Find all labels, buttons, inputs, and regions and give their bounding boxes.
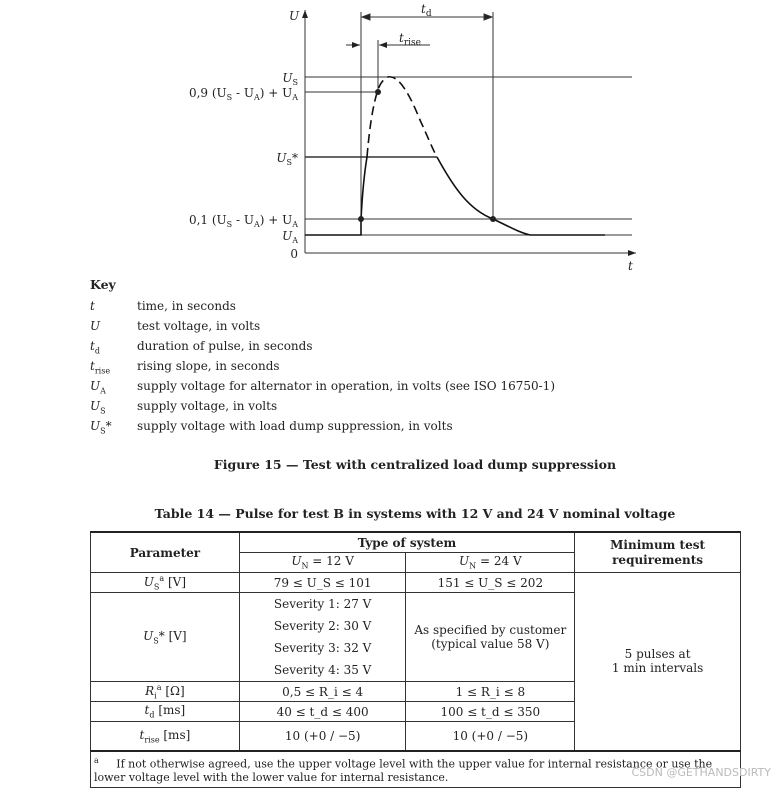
header-minimum-test: Minimum test requirements (575, 532, 741, 573)
cell-trise-12: 10 (+0 / −5) (239, 722, 406, 751)
key-symbol: $U_S*$ (90, 419, 112, 436)
x-axis-label: t (628, 259, 633, 273)
table-row-td: $t_d$ [ms] 40 ≤ t_d ≤ 400 100 ≤ t_d ≤ 350 (91, 702, 741, 722)
header-un-24: $U_N = 24$ V (406, 553, 575, 573)
cell-trise-24: 10 (+0 / −5) (406, 722, 575, 751)
key-symbol: $t_{rise}$ (90, 359, 111, 376)
table-caption: Table 14 — Pulse for test B in systems with 12 V and 24 V nominal voltage (154, 506, 676, 521)
cell-us-12: 79 ≤ U_S ≤ 101 (239, 573, 406, 593)
table-row-ri: $R_i^a$ [Ω] 0,5 ≤ R_i ≤ 4 1 ≤ R_i ≤ 8 (91, 682, 741, 702)
cell-us-24: 151 ≤ U_S ≤ 202 (406, 573, 575, 593)
pulse-table (90, 531, 741, 788)
key-description: supply voltage, in volts (137, 399, 278, 413)
key-description: rising slope, in seconds (137, 359, 280, 373)
key-description: supply voltage with load dump suppression, in volts (137, 419, 453, 433)
table-footnote: $^a$ If not otherwise agreed, use the upper voltage level with the upper value for internal resistance or use the lower voltage level with the lower value for internal resistance. (91, 751, 741, 788)
header-parameter: Parameter (91, 532, 240, 573)
point-u01-end (490, 216, 496, 222)
key-description: supply voltage for alternator in operation, in volts (see ISO 16750-1) (137, 379, 556, 393)
cell-usstar-24: As specified by customer (typical value 58 V) (406, 593, 575, 682)
pulse-decay (437, 157, 605, 235)
cell-ri-12: 0,5 ≤ R_i ≤ 4 (239, 682, 406, 702)
td-label: $t_d$ (421, 2, 432, 19)
key-description: time, in seconds (137, 299, 236, 313)
pulse-base (305, 157, 367, 235)
watermark: CSDN @GETHANDSDIRTY (631, 766, 771, 779)
key-symbol: $U_A$ (90, 379, 106, 396)
cell-td-12: 40 ≤ t_d ≤ 400 (239, 702, 406, 722)
y-axis-label: U (289, 9, 300, 23)
table-row-us: $U_S^a$ [V] 79 ≤ U_S ≤ 101 151 ≤ U_S ≤ 202 5 pulses at 1 min intervals (91, 573, 741, 593)
usstar-label: $U_S*$ (276, 151, 298, 167)
key-description: duration of pulse, in seconds (137, 339, 313, 353)
u09-label: 0,9 $(U_S - U_A) + U_A$ (188, 86, 298, 102)
table-row-usstar: $U_S*$ [V] Severity 1: 27 V Severity 2: 30 V Severity 3: 32 V Severity 4: 35 V As specified by customer (typical value 58 V) (91, 593, 741, 682)
ua-label: $U_A$ (282, 229, 298, 245)
key-title: Key (90, 277, 116, 292)
cell-td-24: 100 ≤ t_d ≤ 350 (406, 702, 575, 722)
point-u01-start (358, 216, 364, 222)
cell-ri-24: 1 ≤ R_i ≤ 8 (406, 682, 575, 702)
cell-min-requirements: 5 pulses at 1 min intervals (575, 573, 741, 751)
table-row-trise: $t_{rise}$ [ms] 10 (+0 / −5) 10 (+0 / −5) (91, 722, 741, 751)
trise-label: $t_{rise}$ (399, 31, 421, 48)
key-symbol: U (90, 319, 101, 333)
u01-label: 0,1 $(U_S - U_A) + U_A$ (188, 213, 298, 229)
key-symbol: $t_d$ (90, 339, 100, 356)
cell-severities: Severity 1: 27 V Severity 2: 30 V Severity 3: 32 V Severity 4: 35 V (239, 593, 406, 682)
header-un-12: $U_N = 12$ V (239, 553, 406, 573)
key-symbol: $U_S$ (90, 399, 106, 416)
key-symbol: t (90, 299, 95, 313)
pulse-figure (0, 0, 779, 275)
key-description: test voltage, in volts (137, 319, 261, 333)
figure-caption: Figure 15 — Test with centralized load dump suppression (213, 457, 617, 472)
zero-label: 0 (290, 247, 298, 261)
point-u09 (375, 89, 381, 95)
us-label: $U_S$ (282, 71, 298, 87)
header-type-of-system: Type of system (239, 532, 574, 553)
